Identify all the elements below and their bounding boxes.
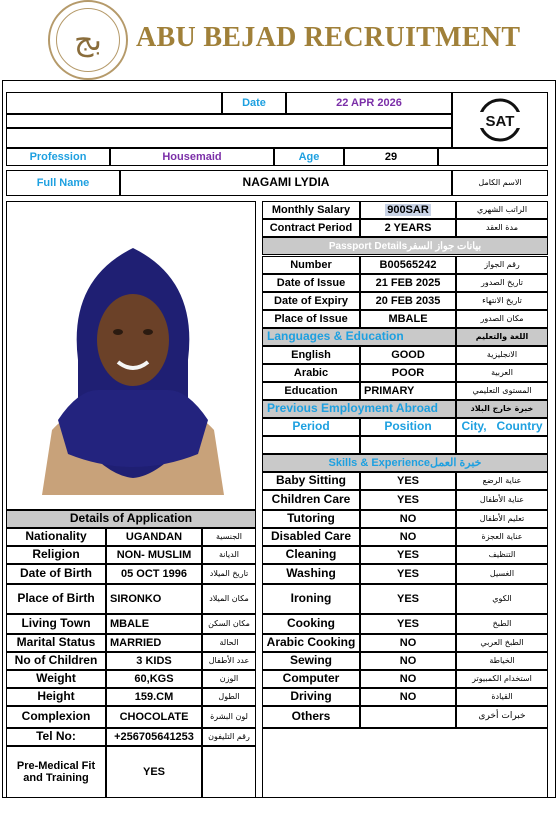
skill-ar: عناية الأطفال [456, 490, 548, 510]
english-value: GOOD [360, 346, 456, 364]
skill-ar: الخياطة [456, 652, 548, 670]
skills-header: Skills & Experienceخبرة العمل [262, 454, 548, 472]
skill-value: YES [360, 564, 456, 584]
monthly-salary-ar: الراتب الشهري [456, 201, 548, 219]
skill-value: YES [360, 614, 456, 634]
passport-place-value: MBALE [360, 310, 456, 328]
skill-label: Arabic Cooking [262, 634, 360, 652]
education-value: PRIMARY [360, 382, 456, 400]
date-value: 22 APR 2026 [286, 92, 452, 114]
brand-logo [48, 0, 128, 80]
app-ar: الحالة [202, 634, 256, 652]
app-value: +256705641253 [106, 728, 202, 746]
skill-value: NO [360, 670, 456, 688]
passport-number-label: Number [262, 256, 360, 274]
full-name-label: Full Name [6, 170, 120, 196]
passport-place-ar: مكان الصدور [456, 310, 548, 328]
sat-logo-text: SAT [485, 113, 515, 130]
contract-period-value: 2 YEARS [360, 219, 456, 237]
brand-name: ABU BEJAD RECRUITMENT [136, 22, 521, 53]
app-value: SIRONKO [106, 584, 202, 614]
app-ar: الوزن [202, 670, 256, 688]
app-label: Nationality [6, 528, 106, 546]
app-label: Marital Status [6, 634, 106, 652]
app-ar: مكان الميلاد [202, 584, 256, 614]
skill-ar: الغسيل [456, 564, 548, 584]
skill-label: Cleaning [262, 546, 360, 564]
agency-logo-cell [452, 92, 548, 148]
employment-header-ar: خبرة خارج البلاد [456, 400, 548, 418]
passport-number-ar: رقم الجواز [456, 256, 548, 274]
skill-ar: تعليم الأطفال [456, 510, 548, 528]
english-ar: الانجليزية [456, 346, 548, 364]
app-value: MARRIED [106, 634, 202, 652]
skill-value: YES [360, 490, 456, 510]
english-label: English [262, 346, 360, 364]
passport-issue-label: Date of Issue [262, 274, 360, 292]
education-ar: المستوى التعليمي [456, 382, 548, 400]
employment-empty-3 [456, 436, 548, 454]
skill-value: NO [360, 688, 456, 706]
passport-header: Passport Detailsبيانات جواز السفر [262, 237, 548, 255]
skill-label: Washing [262, 564, 360, 584]
skill-label: Driving [262, 688, 360, 706]
skill-ar: استخدام الكمبيوتر [456, 670, 548, 688]
arabic-label: Arabic [262, 364, 360, 382]
employment-empty-2 [360, 436, 456, 454]
app-value: 05 OCT 1996 [106, 564, 202, 584]
languages-header-ar: اللغة والتعليم [456, 328, 548, 346]
skill-ar: القيادة [456, 688, 548, 706]
skill-label: Cooking [262, 614, 360, 634]
monthly-salary-value [360, 201, 456, 219]
application-header: Details of Application [6, 510, 256, 528]
app-value: UGANDAN [106, 528, 202, 546]
app-value: YES [106, 746, 202, 798]
skill-ar: الكوي [456, 584, 548, 614]
contract-period-label: Contract Period [262, 219, 360, 237]
passport-place-label: Place of Issue [262, 310, 360, 328]
skill-label: Others [262, 706, 360, 728]
passport-expiry-label: Date of Expiry [262, 292, 360, 310]
app-ar: الديانة [202, 546, 256, 564]
app-ar: الطول [202, 688, 256, 706]
passport-issue-ar: تاريخ الصدور [456, 274, 548, 292]
age-value: 29 [344, 148, 438, 166]
skill-value: YES [360, 472, 456, 490]
sat-logo-icon [464, 98, 536, 142]
skill-label: Ironing [262, 584, 360, 614]
skill-value: YES [360, 584, 456, 614]
brand-logo-glyph: بج [56, 8, 120, 72]
profession-label: Profession [6, 148, 110, 166]
skill-label: Computer [262, 670, 360, 688]
profession-value: Housemaid [110, 148, 274, 166]
skill-value: NO [360, 528, 456, 546]
employment-period-col: Period [262, 418, 360, 436]
arabic-ar: العربية [456, 364, 548, 382]
app-label: Tel No: [6, 728, 106, 746]
app-ar: رقم التليفون [202, 728, 256, 746]
passport-expiry-ar: تاريخ الانتهاء [456, 292, 548, 310]
full-name-ar: الاسم الكامل [452, 170, 548, 196]
app-value: 60,KGS [106, 670, 202, 688]
app-label: Pre-Medical Fit and Training [6, 746, 106, 798]
app-ar: عدد الأطفال [202, 652, 256, 670]
date-label: Date [222, 92, 286, 114]
skills-blank-area [262, 728, 548, 798]
skill-label: Sewing [262, 652, 360, 670]
skill-ar: التنظيف [456, 546, 548, 564]
app-value: NON- MUSLIM [106, 546, 202, 564]
app-label: Complexion [6, 706, 106, 728]
skill-value: NO [360, 652, 456, 670]
passport-issue-value: 21 FEB 2025 [360, 274, 456, 292]
app-ar: تاريخ الميلاد [202, 564, 256, 584]
skill-ar: الطبخ [456, 614, 548, 634]
page-header [0, 0, 559, 82]
app-label: Religion [6, 546, 106, 564]
app-ar: الجنسية [202, 528, 256, 546]
passport-expiry-value: 20 FEB 2035 [360, 292, 456, 310]
education-label: Education [262, 382, 360, 400]
passport-number-value: B00565242 [360, 256, 456, 274]
employment-header: Previous Employment Abroad [262, 400, 456, 418]
app-ar: لون البشرة [202, 706, 256, 728]
app-label: Height [6, 688, 106, 706]
app-ar: مكان السكن [202, 614, 256, 634]
contract-period-ar: مدة العقد [456, 219, 548, 237]
skill-label: Tutoring [262, 510, 360, 528]
languages-header: Languages & Education [262, 328, 456, 346]
skill-label: Baby Sitting [262, 472, 360, 490]
skill-value [360, 706, 456, 728]
monthly-salary-value-text: 900SAR [387, 203, 429, 216]
age-label: Age [274, 148, 344, 166]
skill-ar: عناية العجزة [456, 528, 548, 546]
app-value: MBALE [106, 614, 202, 634]
app-ar [202, 746, 256, 798]
app-value: 159.CM [106, 688, 202, 706]
top-empty-cell [6, 92, 222, 114]
skill-label: Disabled Care [262, 528, 360, 546]
skill-value: NO [360, 510, 456, 528]
app-label: Living Town [6, 614, 106, 634]
candidate-photo [38, 240, 228, 495]
app-label: Place of Birth [6, 584, 106, 614]
employment-city-country-col: City, Country [456, 418, 548, 436]
app-label: Date of Birth [6, 564, 106, 584]
skill-ar: عناية الرضع [456, 472, 548, 490]
skill-ar: خبرات أخرى [456, 706, 548, 728]
skill-value: NO [360, 634, 456, 652]
app-label: No of Children [6, 652, 106, 670]
employment-position-col: Position [360, 418, 456, 436]
app-value: 3 KIDS [106, 652, 202, 670]
full-name-value: NAGAMI LYDIA [120, 170, 452, 196]
app-label: Weight [6, 670, 106, 688]
skill-value: YES [360, 546, 456, 564]
top-blank-row-2 [6, 128, 452, 148]
arabic-value: POOR [360, 364, 456, 382]
employment-empty-1 [262, 436, 360, 454]
age-empty-cell [438, 148, 548, 166]
top-blank-row-1 [6, 114, 452, 128]
monthly-salary-label: Monthly Salary [262, 201, 360, 219]
app-value: CHOCOLATE [106, 706, 202, 728]
skill-ar: الطبخ العربي [456, 634, 548, 652]
skill-label: Children Care [262, 490, 360, 510]
